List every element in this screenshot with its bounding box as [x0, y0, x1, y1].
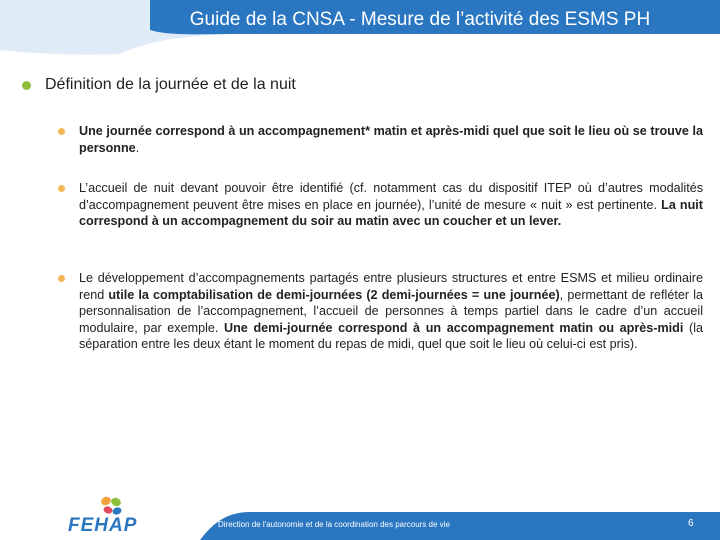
list-item: [58, 123, 703, 156]
section-heading: [22, 76, 296, 94]
footer-text: Direction de l'autonomie et de la coordination des parcours de vie: [218, 520, 450, 529]
paragraph-2: [79, 180, 703, 230]
text-run: Le développement d’accompagnements partagés entre plusieurs structures et entre ESMS et milieu ordinaire rend: [79, 271, 703, 302]
bullet-icon: [58, 128, 65, 135]
logo-wordmark: FEHAP: [68, 515, 138, 536]
text-run: Une demi-journée correspond à un accompagnement matin ou après-midi: [224, 320, 684, 335]
text-run: Une journée correspond à un accompagnement* matin et après-midi quel que soit le lieu où se trouve la personne: [79, 124, 703, 155]
text-run: La nuit correspond à un accompagnement du soir au matin avec un coucher et un lever.: [79, 197, 703, 228]
paragraph-1: [79, 123, 703, 156]
bullet-icon: [22, 81, 31, 90]
bullet-icon: [58, 185, 65, 192]
text-run: utile la comptabilisation de demi-journées (2 demi-journées = une journée): [108, 287, 560, 302]
text-run: L’accueil de nuit devant pouvoir être identifié (cf. notamment cas du dispositif ITEP où d’autres modalités d’accompagnement peuvent être mises en place en journée), l’unité de mesure « nuit » est pertinente.: [79, 181, 703, 212]
section-heading-text: Définition de la journée et de la nuit: [45, 76, 296, 93]
list-item: [58, 180, 703, 230]
text-run: (la séparation entre les deux étant le moment du repas de midi, quel que soit le lieu où celui-ci est pris).: [79, 320, 704, 351]
text-run: , permettant de refléter la personnalisation de l’accompagnement, l’accueil de personnes à temps partiel dans le cadre d’un accueil modulaire, par exemple.: [79, 287, 703, 335]
list-item: [58, 270, 703, 353]
page-title: Guide de la CNSA - Mesure de l’activité des ESMS PH: [189, 9, 651, 30]
text-run: .: [135, 140, 140, 155]
bullet-icon: [58, 275, 65, 282]
page-number: 6: [688, 518, 694, 529]
paragraph-3: [79, 270, 703, 353]
